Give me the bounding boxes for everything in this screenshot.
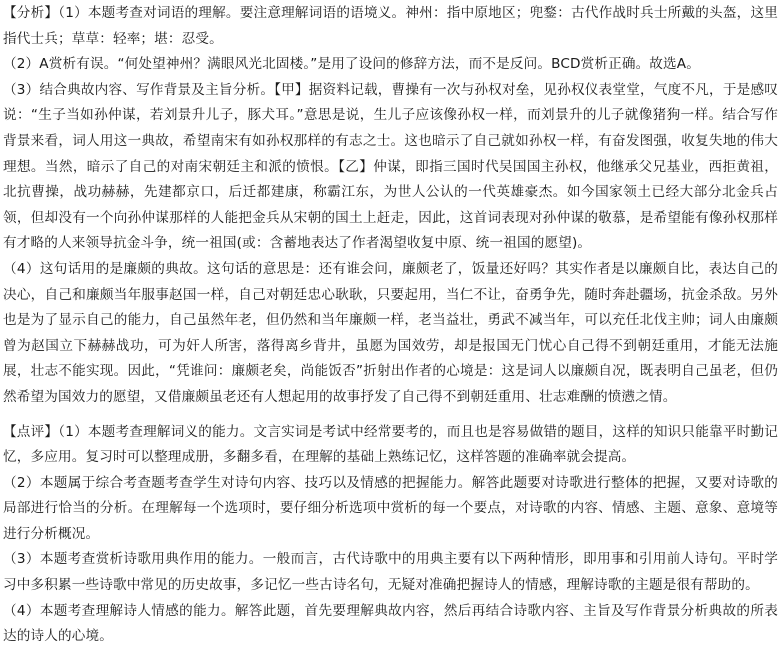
section-spacer bbox=[3, 411, 778, 420]
analysis-paragraph-4: （4）这句话用的是廉颇的典故。这句话的意思是：还有谁会问，廉颇老了，饭量还好吗？其实作者是以廉颇自比，表达自己的决心，自己和廉颇当年服事赵国一样，自己对朝廷忠心耿耿，只要起用，当仁不让，奋勇争先，随时奔赴疆场，抗金杀敌。另外也是为了显示自己的能力，自己虽然年老，但仍然和当年廉颇一样，老当益壮，勇武不减当年，可以充任北伐主帅；词人由廉颇曾为赵国立下赫赫战功，可为奸人所害，落得离乡背井，虽愿为国效劳，却是报国无门忧心自己得不到朝廷重用，才能无法施展，壮志不能实现。因此，“凭谁问：廉颇老矣，尚能饭否”折射出作者的心境是：这是词人以廉颇自况，既表明自己虽老，但仍然希望为国效力的愿望，又借廉颇虽老还有人想起用的故事抒发了自己得不到朝廷重用、壮志难酬的愤懑之情。 bbox=[3, 260, 778, 405]
analysis-section bbox=[3, 1, 778, 411]
analysis-paragraph-2: （2）A赏析有误。“何处望神州？满眼风光北固楼。”是用了设问的修辞方法，而不是反问。BCD赏析正确。故选A。 bbox=[3, 56, 700, 73]
comment-paragraph-4: （4）本题考查理解诗人情感的能力。解答此题，首先要理解典故内容，然后再结合诗歌内容、主旨及写作背景分析典故的所表达的诗人的心境。 bbox=[3, 602, 778, 645]
comment-paragraph-3: （3）本题考查赏析诗歌用典作用的能力。一般而言，古代诗歌中的用典主要有以下两种情形，即用事和引用前人诗句。平时学习中多积累一些诗歌中常见的历史故事，多记忆一些古诗名句，无疑对准确把握诗人的情感，理解诗歌的主题是很有帮助的。 bbox=[3, 551, 778, 594]
comment-paragraph-1: 【点评】（1）本题考查理解词义的能力。文言实词是考试中经常要考的，而且也是容易做错的题目，这样的知识只能靠平时勤记忆，多应用。复习时可以整理成册，多翻多看，在理解的基础上熟练记忆，这样答题的准确率就会提高。 bbox=[3, 423, 778, 466]
comment-section bbox=[3, 420, 778, 650]
analysis-paragraph-3: （3）结合典故内容、写作背景及主旨分析。【甲】据资料记载，曹操有一次与孙权对垒，见孙权仪表堂堂，气度不凡，于是感叹说：“生子当如孙仲谋，若刘景升儿子，豚犬耳。”意思是说，生儿子应该像孙权一样，而刘景升的儿子就像猪狗一样。结合写作背景来看，词人用这一典故，希望南宋有如孙权那样的有志之士。这也暗示了自己就如孙权一样，有奋发图强，收复失地的伟大理想。当然，暗示了自己的对南宋朝廷主和派的愤恨。【乙】仲谋，即指三国时代吴国国主孙权，他继承父兄基业，西拒黄祖，北抗曹操，战功赫赫，先建都京口，后迁都建康，称霸江东，为世人公认的一代英雄豪杰。如今国家领土已经大部分北金兵占领，但却没有一个向孙仲谋那样的人能把金兵从宋朝的国土上赶走，因此，这首词表现对孙仲谋的敬慕，是希望能有像孙权那样有才略的人来领导抗金斗争，统一祖国(或：含蓄地表达了作者渴望收复中原、统一祖国的愿望)。 bbox=[3, 81, 778, 252]
analysis-paragraph-1: 【分析】（1）本题考查对词语的理解。要注意理解词语的语境义。神州：指中原地区；兜鍪：古代作战时兵士所戴的头盔，这里指代士兵；草草：轻率；堪：忍受。 bbox=[3, 5, 778, 47]
comment-paragraph-2: （2）本题属于综合考查题考查学生对诗句内容、技巧以及情感的把握能力。解答此题要对诗歌进行整体的把握，又要对诗歌的局部进行恰当的分析。在理解每一个选项时，要仔细分析选项中赏析的每一个要点，对诗歌的内容、情感、主题、意象、意境等进行分析概况。 bbox=[3, 474, 778, 542]
